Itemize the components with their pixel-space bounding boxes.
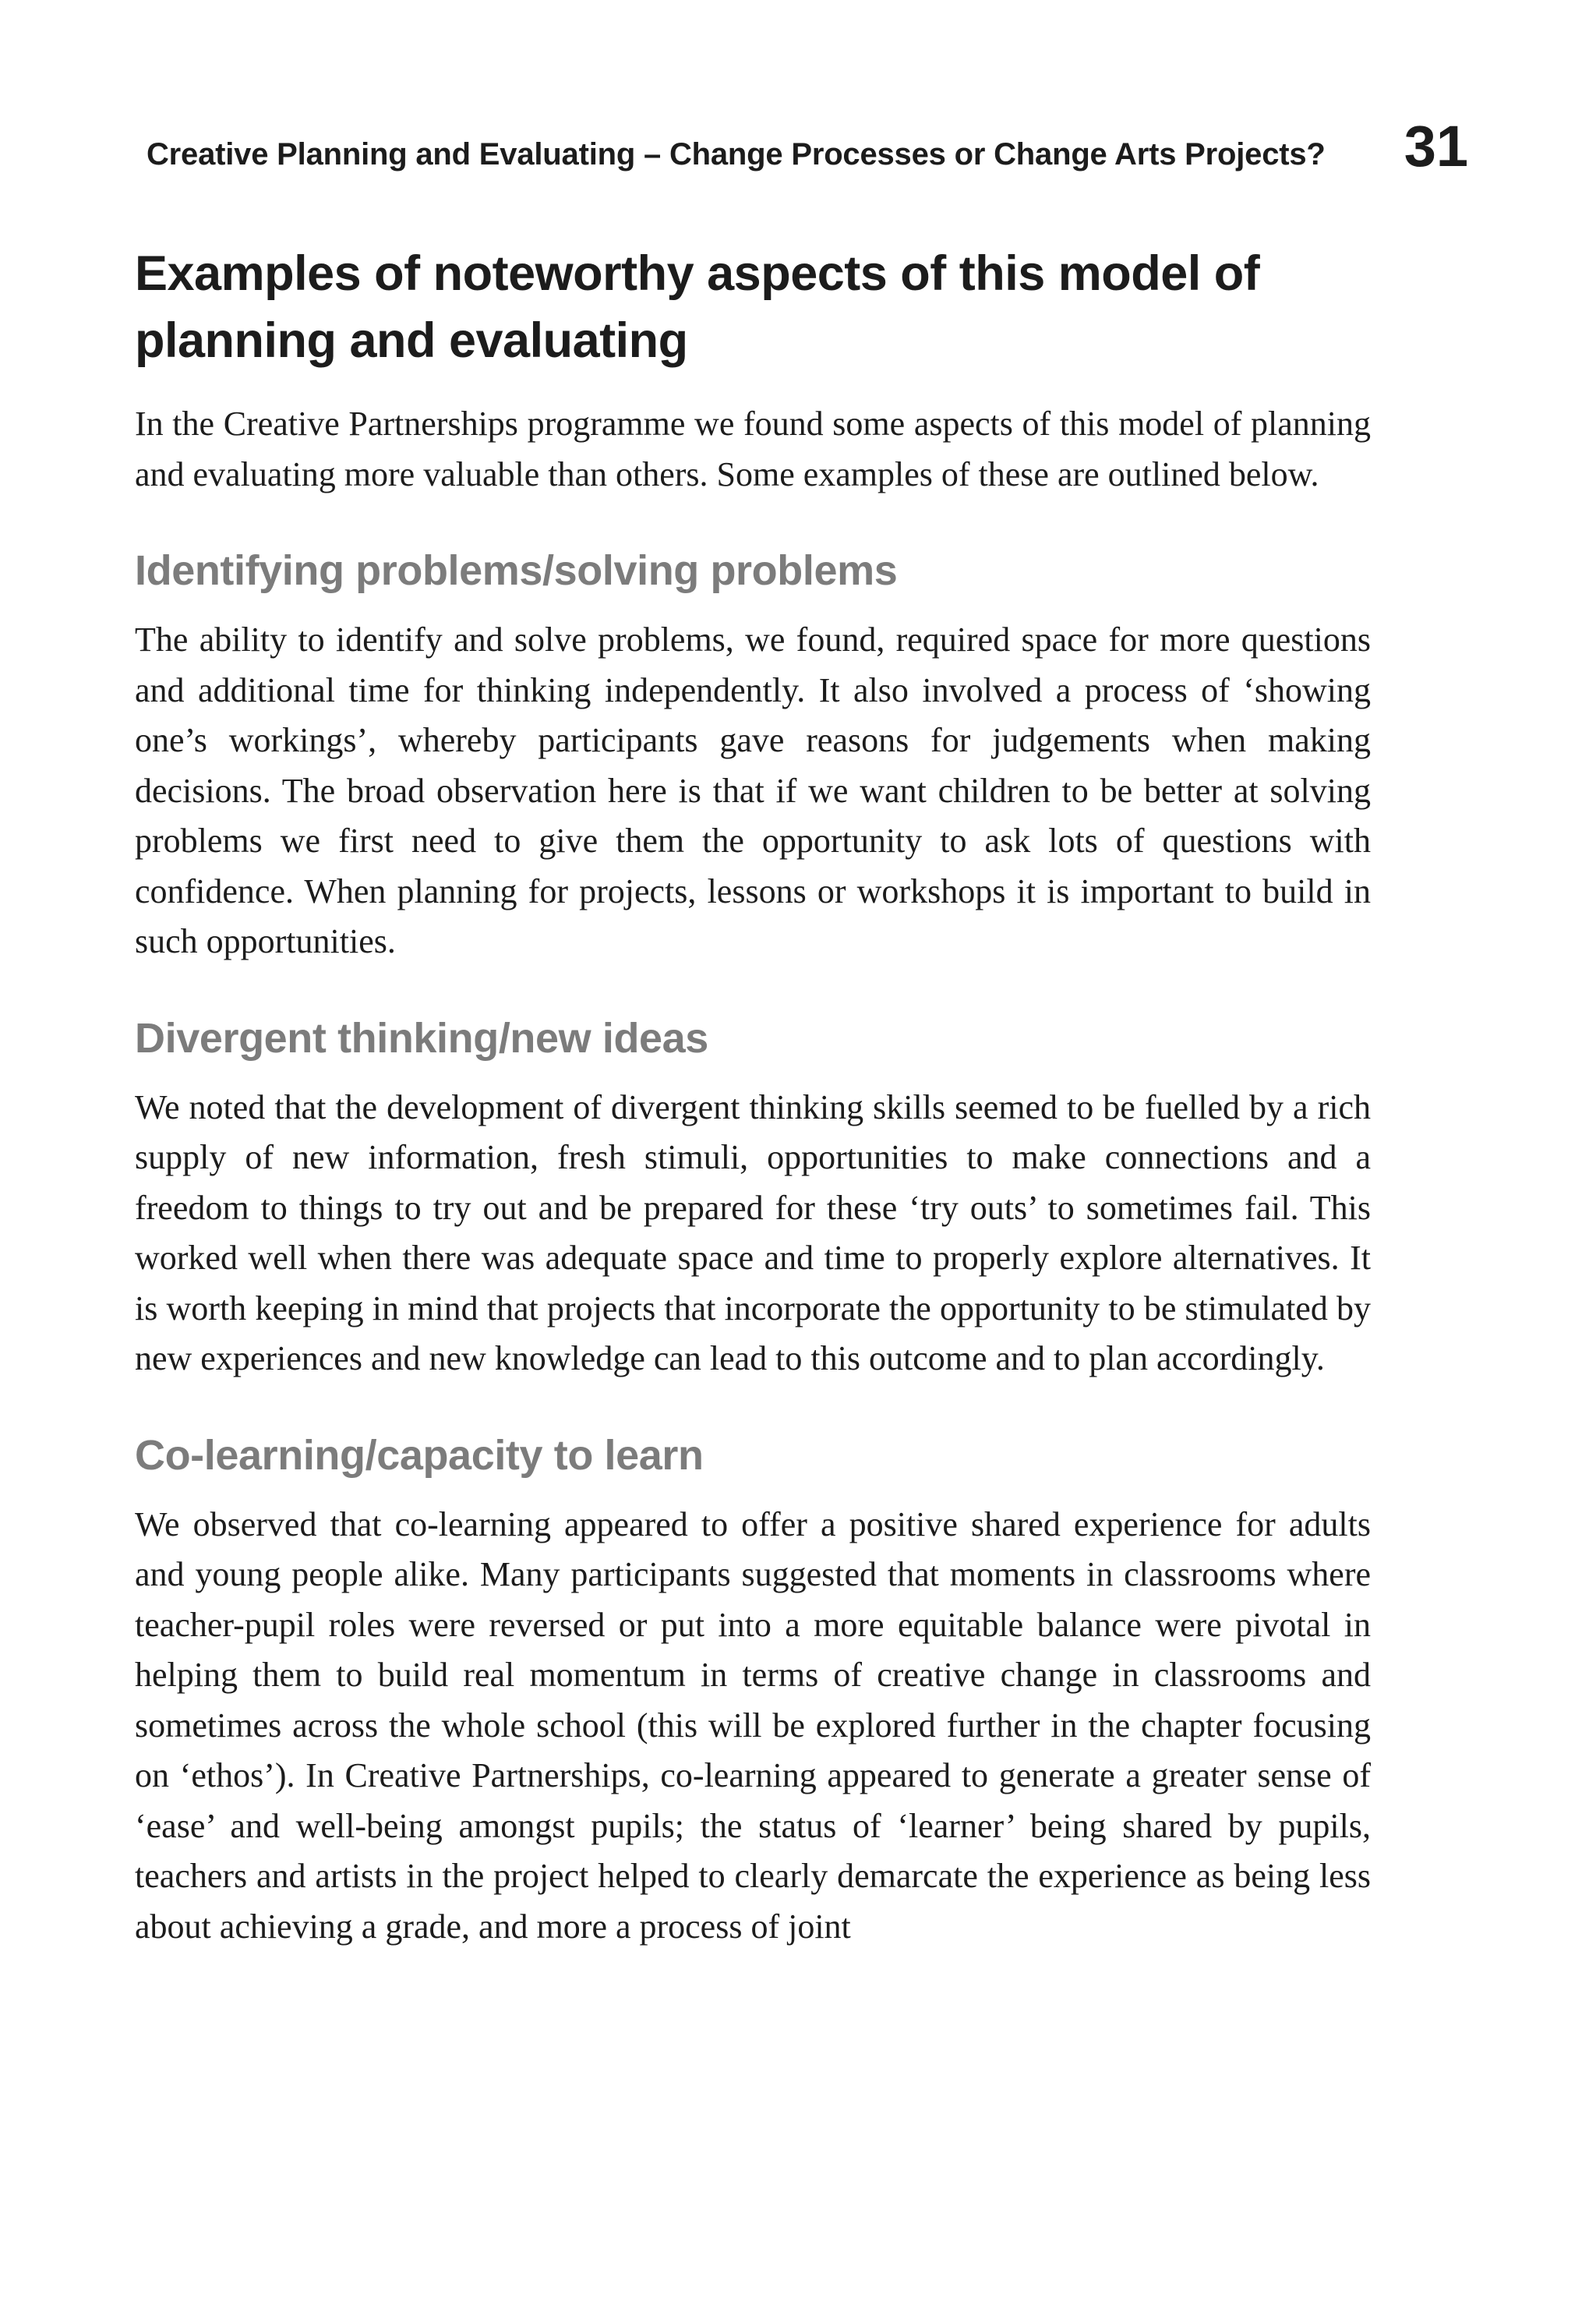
intro-paragraph: In the Creative Partnerships programme we found some aspects of this model of planning and evaluating more valuable than others. Some examples of these are outlined below. (135, 405, 1371, 493)
section-text-divergent: We noted that the development of divergent thinking skills seemed to be fuelled by a rich supply of new information, fresh stimuli, opportunities to make connections and a freedom to things to try out and be prepared for these ‘try outs’ to sometimes fail. This worked well when there was adequate space and time to properly explore alternatives. It is worth keeping in mind that projects that incorporate the opportunity to be stimulated by new experiences and new knowledge can lead to this outcome and to plan accordingly. (135, 1087, 1371, 1377)
running-title: Creative Planning and Evaluating – Change Processes or Change Arts Projects? (147, 137, 1326, 171)
section-text-colearning: We observed that co-learning appeared to offer a positive shared experience for adults and young people alike. Many participants suggested that moments in classrooms where teacher-pupil roles were reversed or put into a more equitable balance were pivotal in helping them to build real momentum in terms of creative change in classrooms and sometimes across the whole school (this will be explored further in the chapter focusing on ‘ethos’). In Creative Partnerships, co-learning appeared to generate a greater sense of ‘ease’ and well-being amongst pupils; the status of ‘learner’ being shared by pupils, teachers and artists in the project helped to clearly demarcate the experience as being less about achieving a grade, and more a process of joint (135, 1504, 1371, 1946)
running-header (147, 115, 1468, 178)
section-heading-colearning: Co-learning/capacity to learn (135, 1431, 704, 1479)
section-heading-divergent: Divergent thinking/new ideas (135, 1014, 708, 1062)
page-content (135, 240, 1371, 1952)
section-text-problems: The ability to identify and solve problems, we found, required space for more questions and additional time for thinking independently. It also involved a process of ‘showing one’s workings’, whereby participants gave reasons for judgements when making decisions. The broad observation here is that if we want children to be better at solving problems we first need to give them the opportunity to ask lots of questions with confidence. When planning for projects, lessons or workshops it is important to build in such opportunities. (135, 620, 1371, 960)
page-number: 31 (1404, 114, 1468, 179)
section-heading-problems: Identifying problems/solving problems (135, 547, 898, 594)
main-heading: Examples of noteworthy aspects of this model of planning and evaluating (135, 246, 1260, 368)
